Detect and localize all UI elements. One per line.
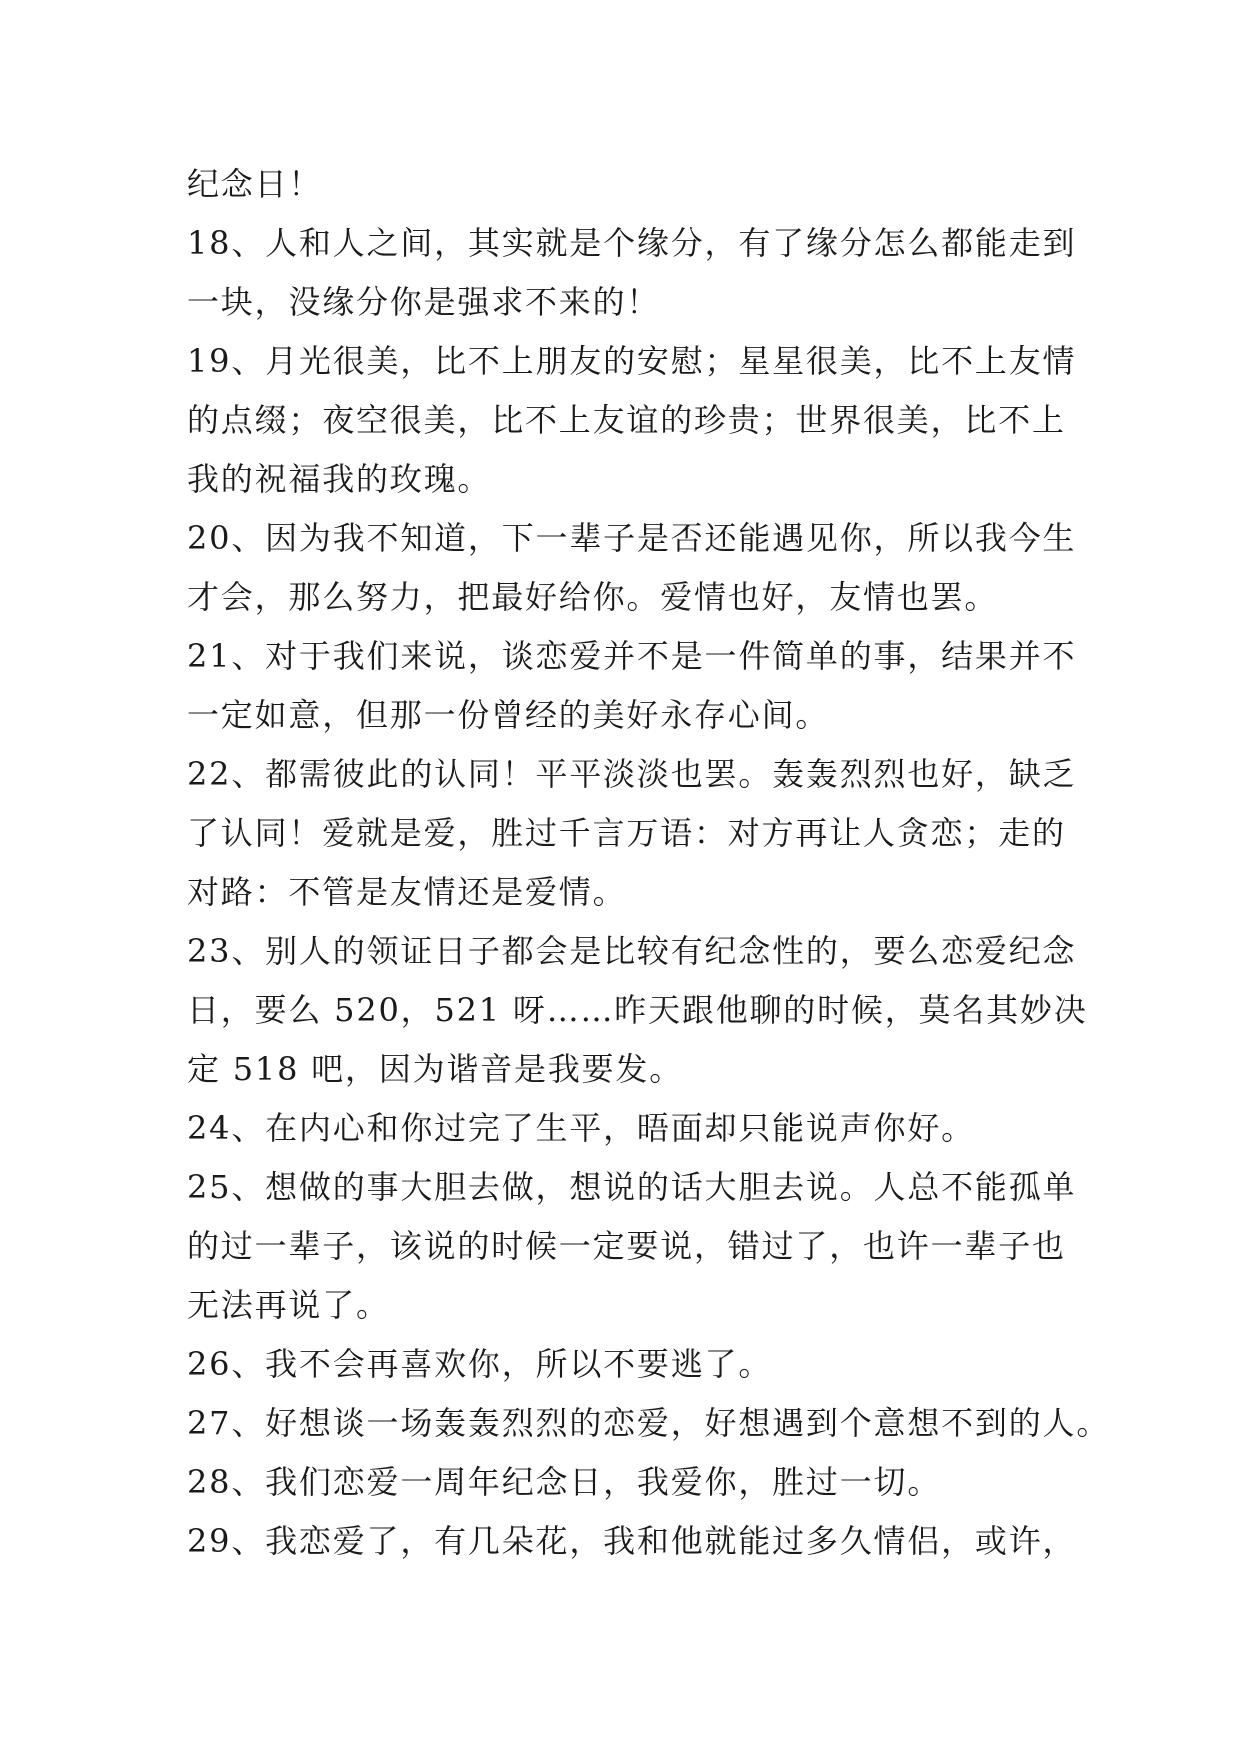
text-line: 27、好想谈一场轰轰烈烈的恋爱，好想遇到个意想不到的人。 [187, 1404, 1111, 1442]
text-line: 日，要么 520，521 呀……昨天跟他聊的时候，莫名其妙决 [187, 991, 1088, 1029]
text-line: 28、我们恋爱一周年纪念日，我爱你，胜过一切。 [187, 1463, 942, 1501]
text-line: 19、月光很美，比不上朋友的安慰；星星很美，比不上友情 [187, 342, 1077, 380]
text-line: 纪念日！ [187, 165, 323, 203]
text-line: 我的祝福我的玫瑰。 [187, 460, 492, 498]
text-line: 22、都需彼此的认同！平平淡淡也罢。轰轰烈烈也好，缺乏 [187, 755, 1077, 793]
text-line: 18、人和人之间，其实就是个缘分，有了缘分怎么都能走到 [187, 224, 1077, 262]
text-line: 一块，没缘分你是强求不来的！ [187, 283, 661, 321]
text-line: 21、对于我们来说，谈恋爱并不是一件简单的事，结果并不 [187, 637, 1077, 675]
text-line: 才会，那么努力，把最好给你。爱情也好，友情也罢。 [187, 578, 999, 616]
text-line: 定 518 吧，因为谐音是我要发。 [187, 1050, 684, 1088]
text-line: 了认同！爱就是爱，胜过千言万语：对方再让人贪恋；走的 [187, 814, 1066, 852]
text-line: 一定如意，但那一份曾经的美好永存心间。 [187, 696, 830, 734]
text-line: 对路：不管是友情还是爱情。 [187, 873, 627, 911]
document-body [187, 155, 1111, 1571]
text-line: 29、我恋爱了，有几朵花，我和他就能过多久情侣，或许， [187, 1522, 1077, 1560]
text-line: 24、在内心和你过完了生平，晤面却只能说声你好。 [187, 1109, 975, 1147]
text-line: 26、我不会再喜欢你，所以不要逃了。 [187, 1345, 773, 1383]
text-line: 23、别人的领证日子都会是比较有纪念性的，要么恋爱纪念 [187, 932, 1077, 970]
text-line: 25、想做的事大胆去做，想说的话大胆去说。人总不能孤单 [187, 1168, 1077, 1206]
text-line: 的点缀；夜空很美，比不上友谊的珍贵；世界很美，比不上 [187, 401, 1066, 439]
text-line: 无法再说了。 [187, 1286, 390, 1324]
text-line: 的过一辈子，该说的时候一定要说，错过了，也许一辈子也 [187, 1227, 1066, 1265]
text-line: 20、因为我不知道，下一辈子是否还能遇见你，所以我今生 [187, 519, 1077, 557]
